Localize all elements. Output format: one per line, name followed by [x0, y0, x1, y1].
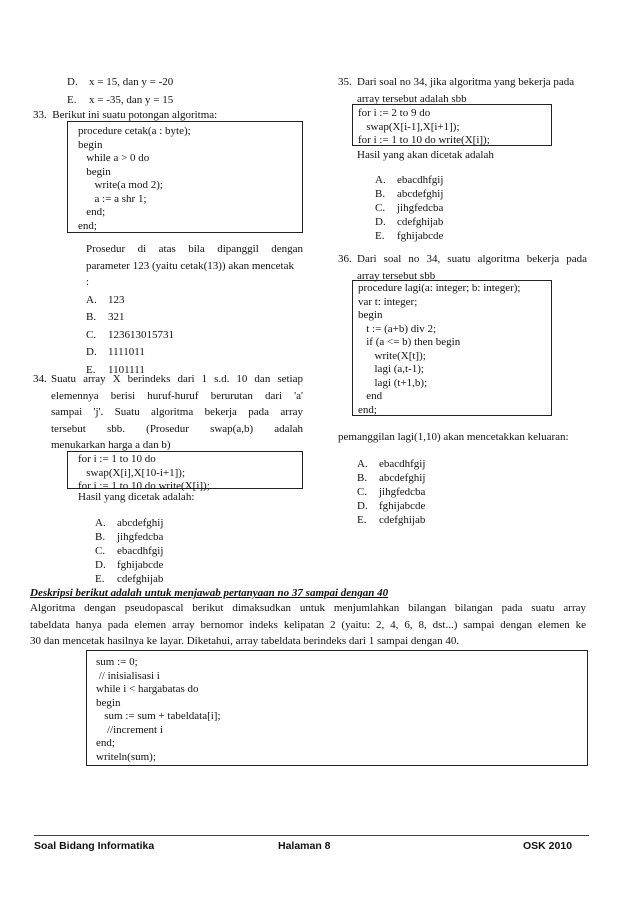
- option-text: cdefghijab: [397, 216, 444, 228]
- question-35-code-box: [352, 104, 552, 146]
- question-text: Suatu array X berindeks dari 1 s.d. 10 dan setiap: [51, 373, 303, 385]
- option-d: [67, 76, 307, 90]
- option-letter: C.: [95, 545, 106, 557]
- code-line: while i < hargabatas do: [96, 683, 199, 695]
- code-line: begin: [96, 696, 121, 709]
- code-line: write(a mod 2);: [78, 179, 163, 191]
- option-b: [375, 188, 575, 202]
- option-text: abcdefghij: [117, 517, 164, 529]
- option-letter: D.: [357, 500, 368, 512]
- question-35-stem: [357, 76, 587, 106]
- option-letter: A.: [86, 293, 97, 306]
- paragraph-line: Algoritma dengan pseudopascal berikut dimaksudkan untuk menjumlahkan bilangan bilangan pada suatu array: [30, 602, 586, 614]
- option-letter: E.: [357, 514, 367, 526]
- code-line: procedure cetak(a : byte);: [78, 125, 191, 137]
- option-text: 1111011: [108, 346, 145, 358]
- option-letter: E.: [375, 230, 385, 242]
- code-line: for i := 1 to 10 do write(X[i]);: [358, 134, 490, 146]
- code-line: //increment i: [96, 723, 163, 736]
- option-text: 123613015731: [108, 328, 174, 341]
- option-e: [95, 573, 295, 587]
- option-b: [95, 531, 295, 545]
- question-35-number: 35.: [338, 76, 352, 88]
- option-text: x = 15, dan y = -20: [89, 76, 174, 88]
- question-33-code-box: [67, 121, 303, 233]
- question-text: menukarkan harga a dan b): [51, 439, 171, 451]
- code-line: // inisialisasi i: [96, 669, 160, 682]
- option-letter: E.: [95, 573, 105, 585]
- option-a: [95, 517, 295, 531]
- code-line: begin: [78, 165, 111, 178]
- option-text: jihgfedcba: [117, 531, 164, 543]
- paragraph-line: tabeldata hanya pada elemen array bernomor indeks kelipatan 2 (yaitu: 2, 4, 6, 8, dst...) sampai dengan elemen ke: [30, 618, 586, 631]
- code-line: end: [358, 390, 383, 402]
- section-heading: Deskripsi berikut adalah untuk menjawab pertanyaan no 37 sampai dengan 40: [30, 587, 389, 599]
- option-text: fghijabcde: [117, 559, 164, 571]
- code-line: for i := 1 to 10 do: [78, 453, 156, 465]
- option-e: [375, 230, 575, 244]
- option-letter: B.: [357, 472, 368, 484]
- footer-rule: [34, 835, 589, 836]
- code-line: write(X[t]);: [358, 349, 426, 362]
- description-code-box: [86, 650, 588, 766]
- code-line: for i := 2 to 9 do: [358, 107, 431, 119]
- question-text: array tersebut adalah sbb: [357, 92, 467, 105]
- option-letter: B.: [95, 531, 106, 543]
- question-text: elemennya berisi huruf-huruf berurutan dari 'a': [51, 389, 303, 402]
- question-34-code-box: [67, 451, 303, 492]
- option-text: ebacdhfgij: [117, 545, 164, 557]
- code-line: procedure lagi(a: integer; b: integer);: [358, 282, 521, 294]
- top-options: [67, 76, 307, 107]
- question-number: 33.: [33, 109, 47, 121]
- code-line: swap(X[i],X[10-i+1]);: [78, 466, 186, 479]
- option-letter: B.: [375, 188, 386, 200]
- option-letter: C.: [357, 486, 368, 498]
- question-33-body: [86, 243, 303, 377]
- code-line: lagi (a,t-1);: [358, 363, 424, 375]
- description-paragraph: [30, 602, 586, 649]
- question-34-stem: [51, 373, 303, 453]
- code-line: end;: [96, 737, 115, 749]
- option-text: cdefghijab: [117, 573, 164, 585]
- option-letter: D.: [67, 76, 78, 88]
- code-line: begin: [78, 138, 103, 151]
- option-letter: E.: [67, 93, 77, 106]
- option-text: 321: [108, 311, 125, 323]
- option-letter: D.: [375, 216, 386, 228]
- option-c: [86, 329, 303, 343]
- option-c: [357, 486, 557, 500]
- question-text: Prosedur di atas bila dipanggil dengan: [86, 243, 303, 255]
- question-text: sampai 'j'. Suatu algoritma bekerja pada array: [51, 406, 303, 418]
- option-text: 123: [108, 293, 125, 306]
- option-d: [86, 346, 303, 360]
- option-letter: A.: [357, 458, 368, 470]
- option-e: [357, 514, 557, 528]
- option-letter: D.: [86, 346, 97, 358]
- question-text: :: [86, 276, 90, 288]
- question-35-after: Hasil yang akan dicetak adalah: [357, 149, 494, 161]
- option-b: [357, 472, 557, 486]
- option-text: 1101111: [108, 363, 145, 376]
- footer-right: OSK 2010: [523, 840, 573, 852]
- code-line: a := a shr 1;: [78, 192, 147, 205]
- question-36-number: 36.: [338, 253, 352, 265]
- code-line: writeln(sum);: [96, 750, 156, 763]
- option-b: [86, 311, 303, 325]
- option-text: jihgfedcba: [379, 486, 426, 498]
- option-a: [375, 174, 575, 188]
- question-text: Berikut ini suatu potongan algoritma:: [52, 109, 218, 121]
- code-line: var t: integer;: [358, 295, 418, 308]
- code-line: end;: [78, 219, 97, 232]
- question-36-stem: [357, 253, 587, 283]
- question-text: tersebut sbb. (Prosedur swap(a,b) adalah: [51, 422, 303, 435]
- option-text: fghijabcde: [379, 500, 426, 512]
- question-34-after: Hasil yang dicetak adalah:: [78, 491, 195, 503]
- option-text: abcdefghij: [379, 472, 426, 484]
- option-e: [67, 94, 307, 108]
- question-36-code-box: [352, 280, 552, 416]
- question-text: array tersebut sbb: [357, 269, 436, 282]
- code-line: lagi (t+1,b);: [358, 376, 428, 389]
- question-34-number: 34.: [33, 373, 47, 385]
- option-d: [95, 559, 295, 573]
- option-letter: A.: [95, 517, 106, 529]
- option-letter: B.: [86, 311, 97, 323]
- option-letter: C.: [86, 328, 97, 341]
- option-letter: D.: [95, 559, 106, 571]
- code-line: t := (a+b) div 2;: [358, 322, 437, 335]
- code-line: sum := sum + tabeldata[i];: [96, 710, 221, 722]
- question-text: Dari soal no 34, suatu algoritma bekerja pada: [357, 253, 587, 265]
- question-36-after: pemanggilan lagi(1,10) akan mencetakkan keluaran:: [338, 431, 569, 443]
- question-36-options: [357, 458, 557, 528]
- paragraph-line: 30 dan mencetak hasilnya ke layar. Diketahui, array tabeldata berindeks dari 1 sampai dengan 40.: [30, 635, 460, 647]
- option-letter: C.: [375, 202, 386, 214]
- option-c: [375, 202, 575, 216]
- question-text: parameter 123 (yaitu cetak(13)) akan mencetak: [86, 259, 294, 272]
- option-text: cdefghijab: [379, 514, 426, 526]
- option-d: [357, 500, 557, 514]
- option-a: [86, 294, 303, 308]
- option-letter: A.: [375, 174, 386, 186]
- question-text: Dari soal no 34, jika algoritma yang bekerja pada: [357, 76, 575, 88]
- code-line: if (a <= b) then begin: [358, 336, 461, 348]
- footer-center: Halaman 8: [278, 840, 331, 852]
- code-line: for i := 1 to 10 do write(X[i]);: [78, 480, 210, 492]
- question-34-options: [95, 517, 295, 587]
- option-text: ebacdhfgij: [397, 174, 444, 186]
- question-35-options: [375, 174, 575, 244]
- code-line: end;: [358, 403, 377, 416]
- option-letter: E.: [86, 363, 96, 376]
- option-text: abcdefghij: [397, 188, 444, 200]
- option-text: fghijabcde: [397, 230, 444, 242]
- option-a: [357, 458, 557, 472]
- option-text: x = -35, dan y = 15: [89, 93, 174, 106]
- footer-left: Soal Bidang Informatika: [34, 840, 155, 852]
- option-text: jihgfedcba: [397, 202, 444, 214]
- code-line: end;: [78, 206, 106, 218]
- option-d: [375, 216, 575, 230]
- code-line: sum := 0;: [96, 656, 138, 668]
- option-c: [95, 545, 295, 559]
- code-line: while a > 0 do: [78, 152, 150, 164]
- code-line: swap(X[i-1],X[i+1]);: [358, 120, 460, 133]
- option-text: ebacdhfgij: [379, 458, 426, 470]
- code-line: begin: [358, 309, 383, 321]
